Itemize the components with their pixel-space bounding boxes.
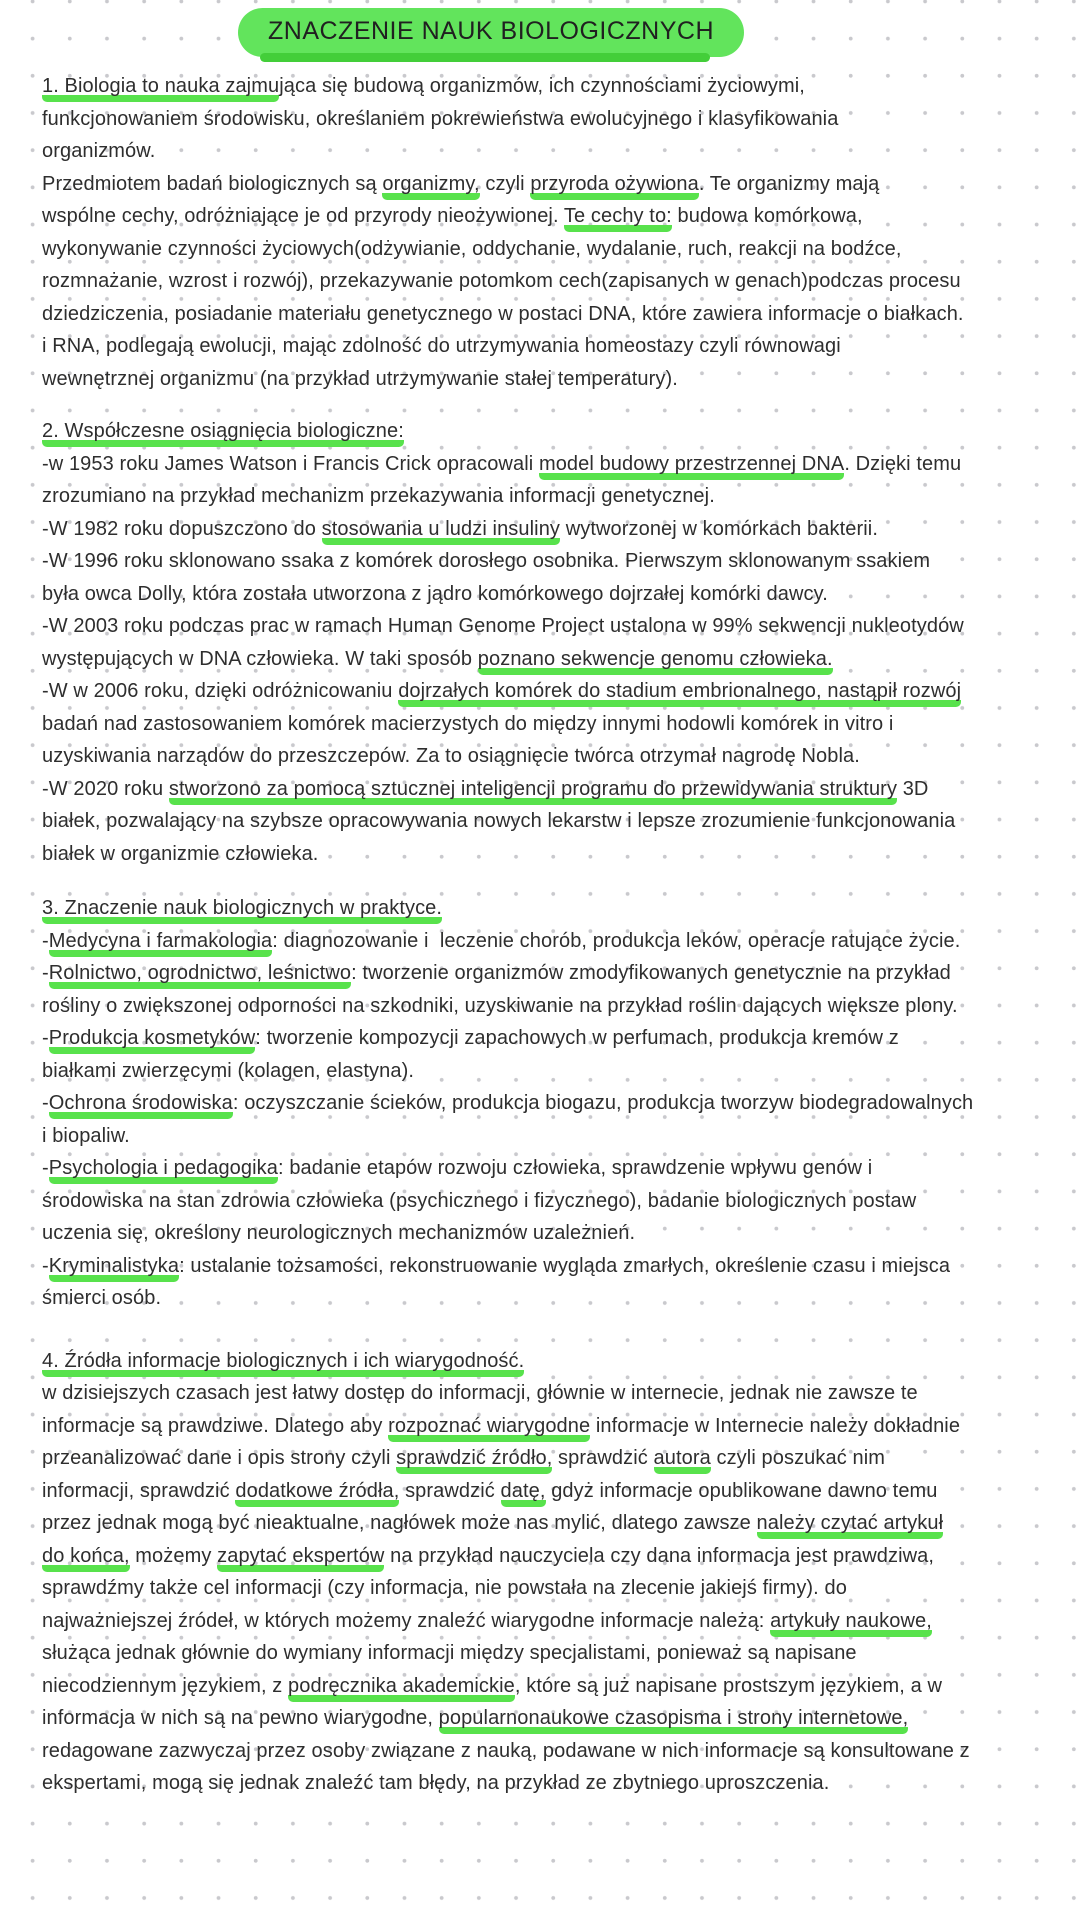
text-segment: służąca jednak głównie do wymiany informacji między specjalistami, ponieważ są napisane	[42, 1642, 857, 1664]
note-line	[42, 233, 1044, 266]
note-line	[42, 1637, 1044, 1670]
highlighted-text: przyroda ożywiona	[530, 173, 698, 200]
text-segment: -W 1996 roku sklonowano ssaka z komórek dorosłego osobnika. Pierwszym sklonowanym ssakiem	[42, 550, 931, 572]
text-segment: rozmnażanie, wzrost i rozwój), przekazywanie potomkom cech(zapisanych w genach)podczas procesu	[42, 270, 961, 292]
text-segment: -W w 2006 roku, dzięki odróżnicowaniu	[42, 680, 399, 702]
text-segment: gdyż informacje opublikowane dawno temu	[545, 1479, 938, 1502]
text-segment: sprawdzić	[399, 1479, 501, 1502]
note-line	[42, 298, 1044, 331]
highlighted-text: Kryminalistyka	[49, 1255, 179, 1282]
title-row	[42, 8, 1044, 62]
text-segment: . Te organizmy mają	[698, 172, 880, 195]
highlighted-text: dodatkowe źródła,	[235, 1480, 399, 1507]
highlighted-text: zapytać ekspertów	[217, 1545, 384, 1572]
text-segment: -	[42, 1092, 49, 1114]
text-segment: : oczyszczanie ścieków, produkcja biogazu, produkcja tworzyw biodegradowalnych	[232, 1092, 974, 1114]
note-line	[42, 1377, 1044, 1410]
text-segment: Przedmiotem badań biologicznych są	[42, 172, 383, 195]
note-line	[42, 135, 1044, 168]
note-line	[42, 675, 1044, 708]
highlighted-text: popularnonaukowe czasopisma i strony internetowe,	[439, 1707, 909, 1734]
note-line	[42, 1767, 1044, 1800]
note-line	[42, 70, 1044, 103]
note-line	[42, 1670, 1044, 1703]
text-segment: była owca Dolly, która została utworzona z jądro komórkowego dojrzałej komórki dawcy.	[42, 582, 828, 605]
highlighted-text: należy czytać artykuł	[757, 1512, 944, 1539]
text-segment: sprawdzić	[552, 1447, 654, 1469]
text-segment: : tworzenie kompozycji zapachowych w perfumach, produkcja kremów z	[255, 1027, 899, 1049]
section-practical-importance	[42, 892, 1044, 1315]
note-line	[42, 1442, 1044, 1475]
text-segment: możemy	[129, 1544, 218, 1567]
highlighted-text: sprawdzić źródło,	[396, 1447, 552, 1474]
text-segment: -	[42, 962, 49, 984]
text-segment: -W 2003 roku podczas prac w ramach Human Genome Project ustalona w 99% sekwencji nukleotydów	[42, 615, 964, 637]
highlighted-text: 4. Źródła informacje biologicznych i ich wiarygodność.	[42, 1350, 524, 1377]
note-line	[42, 415, 1044, 448]
text-segment: : ustalanie tożsamości, rekonstruowanie wygląda zmarłych, określenie czasu i miejsca	[179, 1254, 951, 1277]
text-segment: niecodziennym językiem, z	[42, 1674, 289, 1697]
section-modern-achievements	[42, 415, 1044, 870]
text-segment: badań nad zastosowaniem komórek macierzystych do między innymi hodowli komórek in vitro i	[42, 712, 894, 735]
text-segment: informacji, sprawdzić	[42, 1479, 236, 1502]
highlighted-text: Medycyna i farmakologia	[49, 930, 273, 957]
note-line	[42, 1282, 1044, 1315]
note-line	[42, 578, 1044, 611]
note-line	[42, 1217, 1044, 1250]
text-segment: środowiska na stan zdrowia człowieka (psychicznego i fizycznego), badanie biologicznych postaw	[42, 1189, 917, 1212]
highlighted-text: autora	[654, 1447, 711, 1474]
highlighted-text: poznano sekwencje genomu człowieka.	[478, 648, 833, 675]
section-information-sources	[42, 1345, 1044, 1800]
text-segment: , które są już napisane prostszym językiem, a w	[514, 1674, 942, 1697]
note-line	[42, 1572, 1044, 1605]
note-line	[42, 1345, 1044, 1378]
text-segment: -W 2020 roku	[42, 777, 169, 800]
text-segment: zrozumiano na przykład mechanizm przekazywania informacji genetycznej.	[42, 485, 715, 507]
text-segment: występujących w DNA człowieka. W taki sposób	[42, 647, 478, 670]
note-line	[42, 1507, 1044, 1540]
note-line	[42, 1087, 1044, 1120]
text-segment: -	[42, 1027, 49, 1049]
text-segment: dziedziczenia, posiadanie materiału genetycznego w postaci DNA, które zawiera informacje o białkach.	[42, 302, 964, 325]
note-line	[42, 773, 1044, 806]
note-line	[42, 610, 1044, 643]
highlighted-text: stworzono za pomocą sztucznej inteligencji programu do przewidywania struktury	[169, 778, 897, 805]
note-line	[42, 480, 1044, 513]
note-line	[42, 1605, 1044, 1638]
text-segment: redagowane zazwyczaj przez osoby związane z nauką, podawane w nich informacje są konsultowane z	[42, 1739, 970, 1762]
text-segment: przez jednak mogą być nieaktualne, nagłówek może nas mylić, dlatego zawsze	[42, 1512, 757, 1534]
note-line	[42, 363, 1044, 396]
text-segment: na przykład nauczyciela czy dana informacja jest prawdziwa,	[384, 1544, 935, 1567]
note-line	[42, 1185, 1044, 1218]
note-line	[42, 1475, 1044, 1508]
highlighted-text: Te cechy to:	[564, 205, 672, 232]
note-line	[42, 1152, 1044, 1185]
highlighted-text: do końca,	[42, 1545, 130, 1572]
highlighted-text: 2. Współczesne osiągnięcia biologiczne:	[42, 420, 404, 447]
note-line	[42, 957, 1044, 990]
note-line	[42, 892, 1044, 925]
text-segment: uczenia się, określony neurologicznych mechanizmów uzależnień.	[42, 1222, 636, 1244]
text-segment: budowa komórkowa,	[671, 205, 863, 227]
text-segment: : diagnozowanie i leczenie chorób, produkcja leków, operacje ratujące życie.	[272, 929, 961, 952]
text-segment: wewnętrznej organizmu (na przykład utrzymywanie stałej temperatury).	[42, 367, 678, 390]
section-biology-definition	[42, 70, 1044, 395]
text-segment: -	[42, 929, 49, 952]
text-segment: białek w organizmie człowieka.	[42, 842, 319, 865]
note-line	[42, 708, 1044, 741]
note-line	[42, 1702, 1044, 1735]
text-segment: białkami zwierzęcymi (kolagen, elastyna).	[42, 1059, 415, 1082]
text-segment: wspólne cechy, odróżniające je od przyrody nieożywionej.	[42, 205, 564, 227]
highlighted-text: 3. Znaczenie nauk biologicznych w praktyce.	[42, 897, 442, 924]
text-segment: organizmów.	[42, 140, 156, 162]
text-segment: -w 1953 roku James Watson i Francis Crick opracowali	[42, 452, 539, 475]
highlighted-text: rozpoznać wiarygodne	[388, 1415, 590, 1442]
highlighted-text: 1. Biologia to nauka zajmu	[42, 75, 279, 102]
highlighted-text: artykuły naukowe,	[770, 1610, 932, 1637]
text-segment: -W 1982 roku dopuszczono do	[42, 517, 322, 540]
page-title: ZNACZENIE NAUK BIOLOGICZNYCH	[238, 8, 744, 57]
text-segment: -	[42, 1157, 49, 1179]
notes-body	[42, 70, 1044, 1800]
text-segment: -	[42, 1254, 49, 1277]
note-line	[42, 265, 1044, 298]
note-line	[42, 1120, 1044, 1153]
note-line	[42, 740, 1044, 773]
highlighted-text: Produkcja kosmetyków	[49, 1027, 256, 1054]
highlighted-text: Ochrona środowiska	[49, 1092, 233, 1119]
highlighted-text: organizmy,	[382, 173, 479, 200]
text-segment: białek, pozwalający na szybsze opracowywania nowych lekarstw i lepsze zrozumienie funkcjonowania	[42, 810, 956, 832]
note-line	[42, 545, 1044, 578]
note-line	[42, 168, 1044, 201]
text-segment: wykonywanie czynności życiowych(odżywianie, oddychanie, wydalanie, ruch, reakcji na bodźce,	[42, 237, 902, 260]
note-line	[42, 330, 1044, 363]
note-line	[42, 925, 1044, 958]
highlighted-text: datę,	[501, 1480, 546, 1507]
text-segment: w dzisiejszych czasach jest łatwy dostęp do informacji, głównie w internecie, jednak nie zawsze te	[42, 1382, 918, 1404]
text-segment: : badanie etapów rozwoju człowieka, sprawdzenie wpływu genów i	[278, 1157, 873, 1179]
text-segment: sprawdźmy także cel informacji (czy informacja, nie powstała na zlecenie jakiejś firmy). do	[42, 1577, 847, 1599]
text-segment: uzyskiwania narządów do przeszczepów. Za to osiągnięcie twórca otrzymał nagrodę Nobla.	[42, 745, 860, 767]
highlighted-text: dojrzałych komórek do stadium embrionalnego, nastąpił rozwój	[398, 680, 961, 707]
text-segment: funkcjonowaniem środowisku, określaniem pokrewieństwa ewolucyjnego i klasyfikowania	[42, 107, 839, 130]
text-segment: . Dzięki temu	[844, 452, 962, 475]
note-line	[42, 1540, 1044, 1573]
text-segment: rośliny o zwiększonej odporności na szkodniki, uzyskiwanie na przykład roślin dających większe plony.	[42, 994, 958, 1017]
note-line	[42, 1410, 1044, 1443]
text-segment: i RNA, podlegają ewolucji, mając zdolność do utrzymywania homeostazy czyli równowagi	[42, 335, 841, 357]
text-segment: 3D	[897, 777, 929, 800]
highlighted-text: podręcznika akademickie	[288, 1675, 515, 1702]
note-line	[42, 200, 1044, 233]
text-segment: przeanalizować dane i opis strony czyli	[42, 1447, 397, 1469]
highlighted-text: model budowy przestrzennej DNA	[539, 453, 844, 480]
note-line	[42, 805, 1044, 838]
note-line	[42, 838, 1044, 871]
note-line	[42, 448, 1044, 481]
text-segment: i biopaliw.	[42, 1124, 130, 1147]
highlighted-text: stosowania u ludzi insuliny	[322, 518, 560, 545]
note-line	[42, 103, 1044, 136]
text-segment: śmierci osób.	[42, 1287, 162, 1309]
note-line	[42, 1735, 1044, 1768]
text-segment: czyli	[479, 172, 531, 195]
text-segment: ekspertami, mogą się jednak znaleźć tam błędy, na przykład ze zbytniego uproszczenia.	[42, 1772, 830, 1794]
text-segment: : tworzenie organizmów zmodyfikowanych genetycznie na przykład	[351, 962, 951, 984]
highlighted-text: Rolnictwo, ogrodnictwo, leśnictwo	[49, 962, 351, 989]
text-segment: informacje w Internecie należy dokładnie	[590, 1414, 961, 1437]
note-line	[42, 1022, 1044, 1055]
text-segment: najważniejszej źródeł, w których możemy znaleźć wiarygodne informacje należą:	[42, 1609, 771, 1632]
text-segment: jąca się budową organizmów, ich czynnościami życiowymi,	[279, 75, 805, 97]
text-segment: informacja w nich są na pewno wiarygodne,	[42, 1707, 439, 1729]
text-segment: informacje są prawdziwe. Dlatego aby	[42, 1414, 389, 1437]
highlighted-text: Psychologia i pedagogika	[49, 1157, 278, 1184]
text-segment: czyli poszukać nim	[710, 1447, 886, 1469]
text-segment: wytworzonej w komórkach bakterii.	[560, 517, 878, 540]
note-line	[42, 1250, 1044, 1283]
note-line	[42, 990, 1044, 1023]
note-line	[42, 1055, 1044, 1088]
note-line	[42, 513, 1044, 546]
note-line	[42, 643, 1044, 676]
